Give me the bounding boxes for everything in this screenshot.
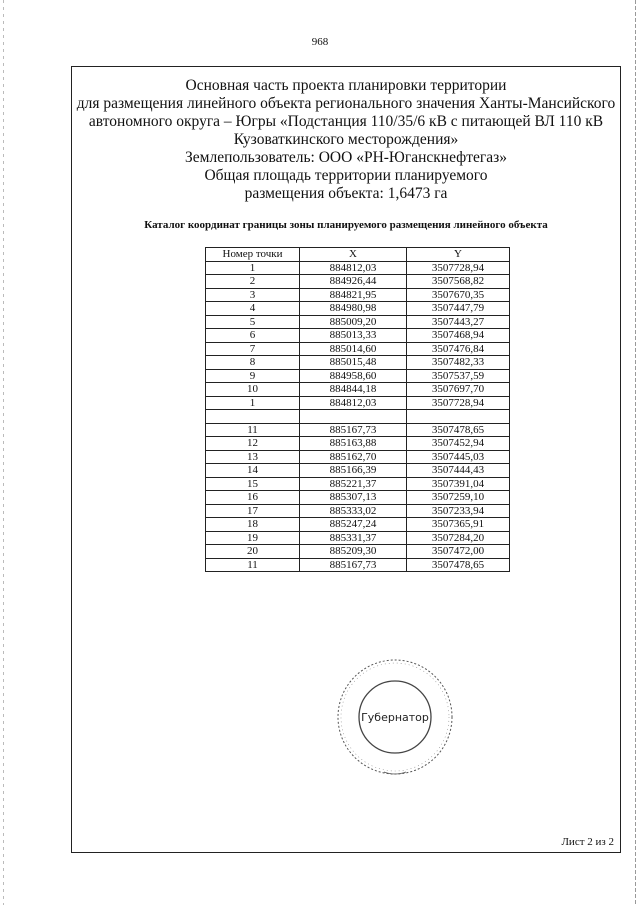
cell-y: 3507482,33 xyxy=(407,356,510,370)
table-row xyxy=(206,315,510,329)
cell-x: 885247,24 xyxy=(300,518,407,532)
table-row xyxy=(206,558,510,572)
table-row xyxy=(206,275,510,289)
cell-y: 3507476,84 xyxy=(407,342,510,356)
table-row xyxy=(206,450,510,464)
cell-y: 3507468,94 xyxy=(407,329,510,343)
cell-point-number: 12 xyxy=(206,437,300,451)
cell-y: 3507445,03 xyxy=(407,450,510,464)
title-block xyxy=(72,77,620,203)
title-line: автономного округа – Югры «Подстанция 110/35/6 кВ с питающей ВЛ 110 кВ xyxy=(88,113,604,130)
header-y: Y xyxy=(407,248,510,262)
scan-edge-right xyxy=(635,0,636,905)
cell-y: 3507365,91 xyxy=(407,518,510,532)
cell-x: 884958,60 xyxy=(300,369,407,383)
table-row xyxy=(206,396,510,410)
cell-y: 3507284,20 xyxy=(407,531,510,545)
table-row xyxy=(206,356,510,370)
cell-point-number: 19 xyxy=(206,531,300,545)
scan-edge-left xyxy=(3,0,4,905)
cell-y: 3507443,27 xyxy=(407,315,510,329)
cell-x: 885167,73 xyxy=(300,423,407,437)
cell-y: 3507447,79 xyxy=(407,302,510,316)
cell-x: 885331,37 xyxy=(300,531,407,545)
page-number: 968 xyxy=(311,36,329,48)
table-header-row xyxy=(206,248,510,262)
cell-x: 884980,98 xyxy=(300,302,407,316)
cell-point-number: 13 xyxy=(206,450,300,464)
cell-x: 885333,02 xyxy=(300,504,407,518)
table-row xyxy=(206,369,510,383)
cell-x: 885163,88 xyxy=(300,437,407,451)
cell-x: 885167,73 xyxy=(300,558,407,572)
header-point-number: Номер точки xyxy=(206,248,300,262)
cell-point-number: 9 xyxy=(206,369,300,383)
cell-y xyxy=(407,410,510,424)
table-row xyxy=(206,531,510,545)
sheet-label: Лист 2 из 2 xyxy=(561,836,614,848)
cell-y: 3507478,65 xyxy=(407,558,510,572)
title-line: Основная часть проекта планировки территории xyxy=(185,77,507,94)
cell-y: 3507391,04 xyxy=(407,477,510,491)
cell-point-number: 16 xyxy=(206,491,300,505)
catalog-title: Каталог координат границы зоны планируемого размещения линейного объекта xyxy=(144,219,548,231)
table-row xyxy=(206,342,510,356)
table-row xyxy=(206,423,510,437)
cell-point-number: 15 xyxy=(206,477,300,491)
table-row xyxy=(206,383,510,397)
title-line: Кузоваткинского месторождения» xyxy=(233,131,459,148)
cell-y: 3507444,43 xyxy=(407,464,510,478)
title-line: для размещения линейного объекта регионального значения Ханты-Мансийского xyxy=(76,95,616,112)
cell-y: 3507233,94 xyxy=(407,504,510,518)
cell-y: 3507697,70 xyxy=(407,383,510,397)
table-row xyxy=(206,464,510,478)
cell-x xyxy=(300,410,407,424)
cell-y: 3507568,82 xyxy=(407,275,510,289)
coordinates-table xyxy=(205,247,510,572)
title-line: размещения объекта: 1,6473 га xyxy=(244,185,448,202)
cell-x: 885221,37 xyxy=(300,477,407,491)
cell-y: 3507728,94 xyxy=(407,261,510,275)
cell-point-number: 1 xyxy=(206,261,300,275)
cell-point-number: 11 xyxy=(206,423,300,437)
header-x: X xyxy=(300,248,407,262)
table-row xyxy=(206,491,510,505)
cell-point-number: 5 xyxy=(206,315,300,329)
table-row xyxy=(206,518,510,532)
table-row xyxy=(206,437,510,451)
cell-point-number: 8 xyxy=(206,356,300,370)
cell-y: 3507472,00 xyxy=(407,545,510,559)
cell-point-number: 14 xyxy=(206,464,300,478)
table-row xyxy=(206,545,510,559)
cell-x: 885209,30 xyxy=(300,545,407,559)
cell-y: 3507670,35 xyxy=(407,288,510,302)
cell-x: 885162,70 xyxy=(300,450,407,464)
cell-x: 884926,44 xyxy=(300,275,407,289)
cell-point-number: 4 xyxy=(206,302,300,316)
title-line: Землепользователь: ООО «РН-Юганскнефтегаз» xyxy=(185,149,507,166)
cell-x: 885009,20 xyxy=(300,315,407,329)
table-row xyxy=(206,504,510,518)
table-row xyxy=(206,329,510,343)
table-row xyxy=(206,410,510,424)
cell-point-number: 11 xyxy=(206,558,300,572)
cell-x: 885166,39 xyxy=(300,464,407,478)
cell-x: 885014,60 xyxy=(300,342,407,356)
cell-x: 885307,13 xyxy=(300,491,407,505)
cell-point-number: 20 xyxy=(206,545,300,559)
cell-point-number: 6 xyxy=(206,329,300,343)
cell-x: 884812,03 xyxy=(300,261,407,275)
cell-point-number: 7 xyxy=(206,342,300,356)
table-row xyxy=(206,477,510,491)
cell-point-number xyxy=(206,410,300,424)
cell-x: 884812,03 xyxy=(300,396,407,410)
cell-point-number: 10 xyxy=(206,383,300,397)
cell-point-number: 2 xyxy=(206,275,300,289)
cell-y: 3507728,94 xyxy=(407,396,510,410)
cell-y: 3507452,94 xyxy=(407,437,510,451)
cell-y: 3507259,10 xyxy=(407,491,510,505)
table-row xyxy=(206,302,510,316)
table-row xyxy=(206,288,510,302)
title-line: Общая площадь территории планируемого xyxy=(204,167,488,184)
cell-point-number: 17 xyxy=(206,504,300,518)
table-body xyxy=(206,261,510,572)
document-frame xyxy=(71,66,621,853)
cell-point-number: 1 xyxy=(206,396,300,410)
cell-x: 885015,48 xyxy=(300,356,407,370)
cell-x: 884844,18 xyxy=(300,383,407,397)
seal-text: Губернатор xyxy=(361,711,429,724)
cell-point-number: 3 xyxy=(206,288,300,302)
cell-y: 3507478,65 xyxy=(407,423,510,437)
cell-x: 884821,95 xyxy=(300,288,407,302)
cell-y: 3507537,59 xyxy=(407,369,510,383)
cell-x: 885013,33 xyxy=(300,329,407,343)
governor-seal xyxy=(334,655,456,779)
table-row xyxy=(206,261,510,275)
cell-point-number: 18 xyxy=(206,518,300,532)
